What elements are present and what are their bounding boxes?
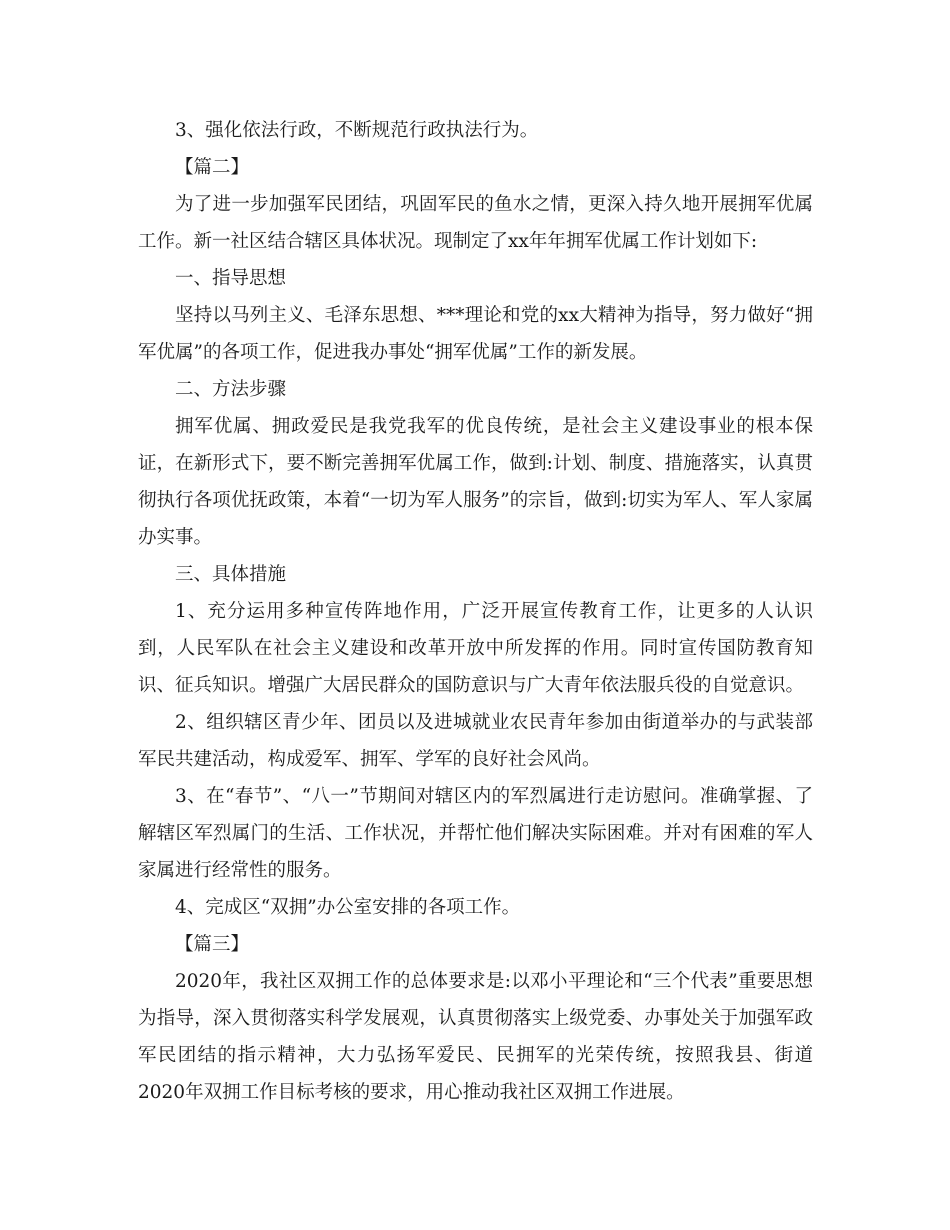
heading-specific-measures: 三、具体措施 bbox=[175, 564, 287, 585]
heading-method-steps: 二、方法步骤 bbox=[175, 379, 287, 400]
paragraph-intro-part-three: 2020年，我社区双拥工作的总体要求是:以邓小平理论和“三个代表”重要思想为指导，深入贯彻落实科学发展观，认真贯彻落实上级党委、办事处关于加强军政军民团结的指示精神，大力弘扬军爱民、民拥军的光荣传统，按照我县、街道2020年双拥工作目标考核的要求，用心推动我社区双拥工作进展。 bbox=[138, 971, 813, 1103]
section-heading-part-two: 【篇二】 bbox=[175, 157, 250, 178]
document-body bbox=[138, 112, 813, 1111]
paragraph-measure-3: 3、在“春节”、“八一”节期间对辖区内的军烈属进行走访慰问。准确掌握、了解辖区军烈属门的生活、工作状况，并帮忙他们解决实际困难。并对有困难的军人家属进行经常性的服务。 bbox=[138, 786, 813, 881]
paragraph-method-steps: 拥军优属、拥政爱民是我党我军的优良传统，是社会主义建设事业的根本保证，在新形式下，要不断完善拥军优属工作，做到:计划、制度、措施落实，认真贯彻执行各项优抚政策，本着“一切为军人服务”的宗旨，做到:切实为军人、军人家属办实事。 bbox=[138, 416, 813, 548]
section-heading-part-three: 【篇三】 bbox=[175, 934, 250, 955]
paragraph-intro-part-two: 为了进一步加强军民团结，巩固军民的鱼水之情，更深入持久地开展拥军优属工作。新一社区结合辖区具体状况。现制定了xx年年拥军优属工作计划如下: bbox=[138, 194, 813, 252]
paragraph-measure-4: 4、完成区“双拥”办公室安排的各项工作。 bbox=[175, 897, 521, 918]
paragraph-measure-2: 2、组织辖区青少年、团员以及进城就业农民青年参加由街道举办的与武装部军民共建活动，构成爱军、拥军、学军的良好社会风尚。 bbox=[138, 712, 813, 770]
paragraph-item-3: 3、强化依法行政，不断规范行政执法行为。 bbox=[175, 120, 539, 141]
paragraph-measure-1: 1、充分运用多种宣传阵地作用，广泛开展宣传教育工作，让更多的人认识到，人民军队在社会主义建设和改革开放中所发挥的作用。同时宣传国防教育知识、征兵知识。增强广大居民群众的国防意识与广大青年依法服兵役的自觉意识。 bbox=[138, 601, 813, 696]
paragraph-guiding-thought: 坚持以马列主义、毛泽东思想、***理论和党的xx大精神为指导，努力做好“拥军优属”的各项工作，促进我办事处“拥军优属”工作的新发展。 bbox=[138, 305, 813, 363]
heading-guiding-thought: 一、指导思想 bbox=[175, 268, 287, 289]
